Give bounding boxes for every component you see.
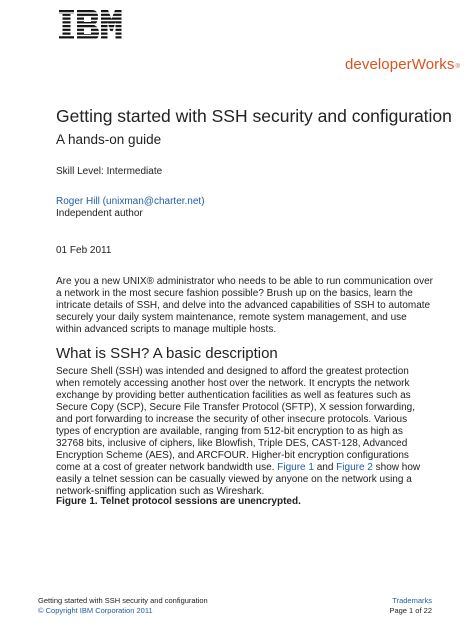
abstract-paragraph bbox=[56, 276, 434, 336]
abstract-line: intricate details of SSH, and delve into the advanced capabilities of SSH to automate bbox=[56, 300, 431, 311]
brand-registered-mark: ® bbox=[455, 64, 460, 70]
footer-trademarks-link[interactable]: Trademarks bbox=[392, 596, 432, 605]
body-line: network-sniffing application such as Wireshark. bbox=[56, 486, 265, 497]
footer-copyright-link[interactable]: © Copyright IBM Corporation 2011 bbox=[38, 605, 153, 615]
figure-1-link[interactable]: Figure 1 bbox=[277, 462, 314, 473]
body-line: Encryption Scheme (AES), and ARCFOUR. Higher-bit encryption configurations bbox=[56, 450, 409, 461]
body-line: and port forwarding to increase the security of other insecure protocols. Various bbox=[56, 414, 408, 425]
figure-2-link[interactable]: Figure 2 bbox=[336, 462, 373, 473]
abstract-line: securely your daily system maintenance, remote system management, and use bbox=[56, 312, 407, 323]
footer-page-number: Page 1 of 22 bbox=[389, 605, 432, 615]
footer-right bbox=[389, 596, 432, 615]
body-line: types of encryption are available, ranging from 512-bit encryption to as high as bbox=[56, 426, 403, 437]
body-line: exchange by providing better authentication facilities as well as features such as bbox=[56, 390, 411, 401]
abstract-line: Are you a new UNIX® administrator who needs to be able to run communication over bbox=[56, 276, 434, 287]
body-line-text: and bbox=[313, 462, 337, 473]
footer-left bbox=[38, 596, 208, 615]
body-line-text: come at a cost of greater network bandwidth use. bbox=[56, 462, 278, 473]
section-body-paragraph bbox=[56, 366, 421, 498]
skill-level: Skill Level: Intermediate bbox=[56, 166, 163, 177]
body-line: Secure Shell (SSH) was intended and designed to afford the greatest protection bbox=[56, 366, 409, 377]
body-line: easily a telnet session can be casually viewed by anyone on the network using a bbox=[56, 474, 412, 485]
body-line: when remotely accessing another host over the network. It encrypts the network bbox=[56, 378, 410, 389]
figure-caption: Figure 1. Telnet protocol sessions are unencrypted. bbox=[56, 496, 301, 507]
brand-name: developerWorks bbox=[344, 56, 455, 73]
body-line: 32768 bits, inclusive of ciphers, like Blowfish, Triple DES, CAST-128, Advanced bbox=[56, 438, 408, 449]
abstract-line: a network in the most secure fashion possible? Brush up on the basics, learn the bbox=[56, 288, 413, 299]
developerworks-brand bbox=[345, 56, 460, 73]
abstract-line: within advanced scripts to manage multiple hosts. bbox=[56, 324, 277, 335]
footer-doc-title: Getting started with SSH security and configuration bbox=[38, 596, 208, 605]
section-heading: What is SSH? A basic description bbox=[56, 345, 278, 362]
ibm-logo bbox=[58, 10, 122, 40]
article-title: Getting started with SSH security and configuration bbox=[56, 106, 452, 126]
body-line-with-links bbox=[56, 462, 421, 474]
author-role: Independent author bbox=[56, 208, 143, 219]
body-line-text: show how bbox=[372, 462, 421, 473]
publish-date: 01 Feb 2011 bbox=[56, 245, 112, 256]
article-subtitle: A hands-on guide bbox=[56, 132, 162, 147]
author-link[interactable]: Roger Hill (unixman@charter.net) bbox=[56, 196, 205, 207]
body-line: Secure Copy (SCP), Secure File Transfer Protocol (SFTP), X session forwarding, bbox=[56, 402, 416, 413]
